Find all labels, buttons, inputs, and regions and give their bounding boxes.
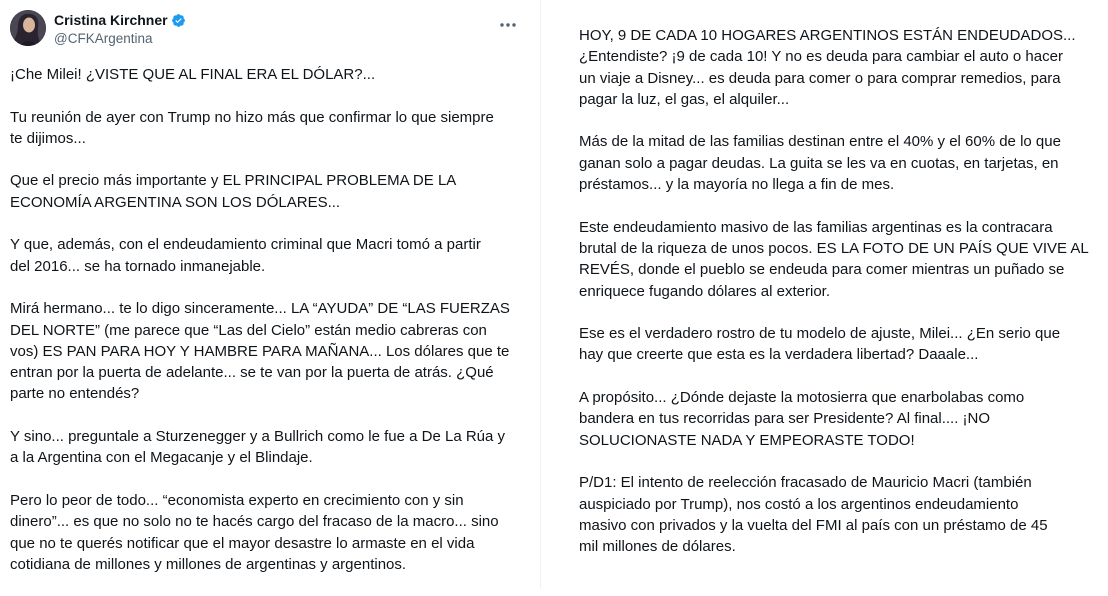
tweet-left-column bbox=[0, 0, 541, 589]
display-name[interactable]: Cristina Kirchner bbox=[54, 12, 168, 28]
tweet-paragraph: ¡Che Milei! ¿VISTE QUE AL FINAL ERA EL DÓLAR?... bbox=[10, 66, 376, 83]
verified-badge-icon bbox=[171, 13, 186, 28]
tweet-paragraph: Ese es el verdadero rostro de tu modelo de ajuste, Milei... ¿En serio que hay que creerte que esta es la verdadera libertad? Daaale... bbox=[579, 325, 1061, 364]
author-handle[interactable]: @CFKArgentina bbox=[54, 31, 153, 46]
tweet-paragraph: Más de la mitad de las familias destinan entre el 40% y el 60% de lo que ganan solo a pagar deudas. La guita se les va en cuotas, en tarjetas, en préstamos... y la mayoría no llega a fin de mes. bbox=[579, 133, 1061, 194]
tweet-paragraph: HOY, 9 DE CADA 10 HOGARES ARGENTINOS ESTÁN ENDEUDADOS... ¿Entendiste? ¡9 de cada 10! Y no es deuda para cambiar el auto o hacer un viaje a Disney... es deuda para comer o para comprar remedios, para pagar la luz, el gas, el alquiler... bbox=[579, 27, 1076, 108]
tweet-paragraph: Pero lo peor de todo... “economista experto en crecimiento con y sin dinero”... es que no solo no te hacés cargo del fracaso de la macro... sino que no te querés notificar que el mayor desastre lo armaste en el vida cotidiana de millones y millones de argentinas y argentinos. bbox=[10, 491, 499, 573]
tweet-right-column bbox=[562, 0, 1108, 589]
tweet-text-right bbox=[579, 25, 1105, 579]
tweet-paragraph: P/D1: El intento de reelección fracasado de Mauricio Macri (también auspiciado por Trump), nos costó a los argentinos endeudamiento masivo con privados y la vuelta del FMI al país con un préstamo de 45 mil millones de dólares. bbox=[579, 474, 1048, 556]
display-name-row bbox=[54, 11, 186, 29]
more-options-button[interactable] bbox=[496, 14, 520, 34]
tweet-paragraph: Que el precio más importante y EL PRINCIPAL PROBLEMA DE LA ECONOMÍA ARGENTINA SON LOS DÓLARES... bbox=[10, 172, 457, 211]
avatar-image bbox=[10, 10, 46, 46]
tweet-paragraph: Este endeudamiento masivo de las familias argentinas es la contracara brutal de la riqueza de unos pocos. ES LA FOTO DE UN PAÍS QUE VIVE AL REVÉS, donde el pueblo se endeuda para comer mientras un puñado se enriquece fugando dólares al exterior. bbox=[579, 218, 1089, 300]
tweet-paragraph: Mirá hermano... te lo digo sinceramente... LA “AYUDA” DE “LAS FUERZAS DEL NORTE” (me parece que “Las del Cielo” están medio cabreras con vos) ES PAN PARA HOY Y HAMBRE PARA MAÑANA... Los dólares que te entran por la puerta de adelante... se te van por la puerta de atrás. ¿Qué parte no entendés? bbox=[10, 300, 510, 403]
tweet-header bbox=[10, 10, 528, 50]
tweet-paragraph: Y que, además, con el endeudamiento criminal que Macri tomó a partir del 2016... se ha tornado inmanejable. bbox=[10, 236, 481, 275]
more-horizontal-icon bbox=[500, 15, 516, 33]
tweet-text-left bbox=[10, 64, 530, 596]
avatar[interactable] bbox=[10, 10, 46, 46]
author-block bbox=[54, 11, 186, 46]
tweet-paragraph: Y sino... preguntale a Sturzenegger y a Bullrich como le fue a De La Rúa y a la Argentina con el Megacanje y el Blindaje. bbox=[10, 428, 506, 467]
tweet-paragraph: Tu reunión de ayer con Trump no hizo más que confirmar lo que siempre te dijimos... bbox=[10, 108, 494, 147]
tweet-paragraph: A propósito... ¿Dónde dejaste la motosierra que enarbolabas como bandera en tus recorridas para ser Presidente? Al final.... ¡NO SOLUCIONASTE NADA Y EMPEORASTE TODO! bbox=[579, 389, 1025, 449]
